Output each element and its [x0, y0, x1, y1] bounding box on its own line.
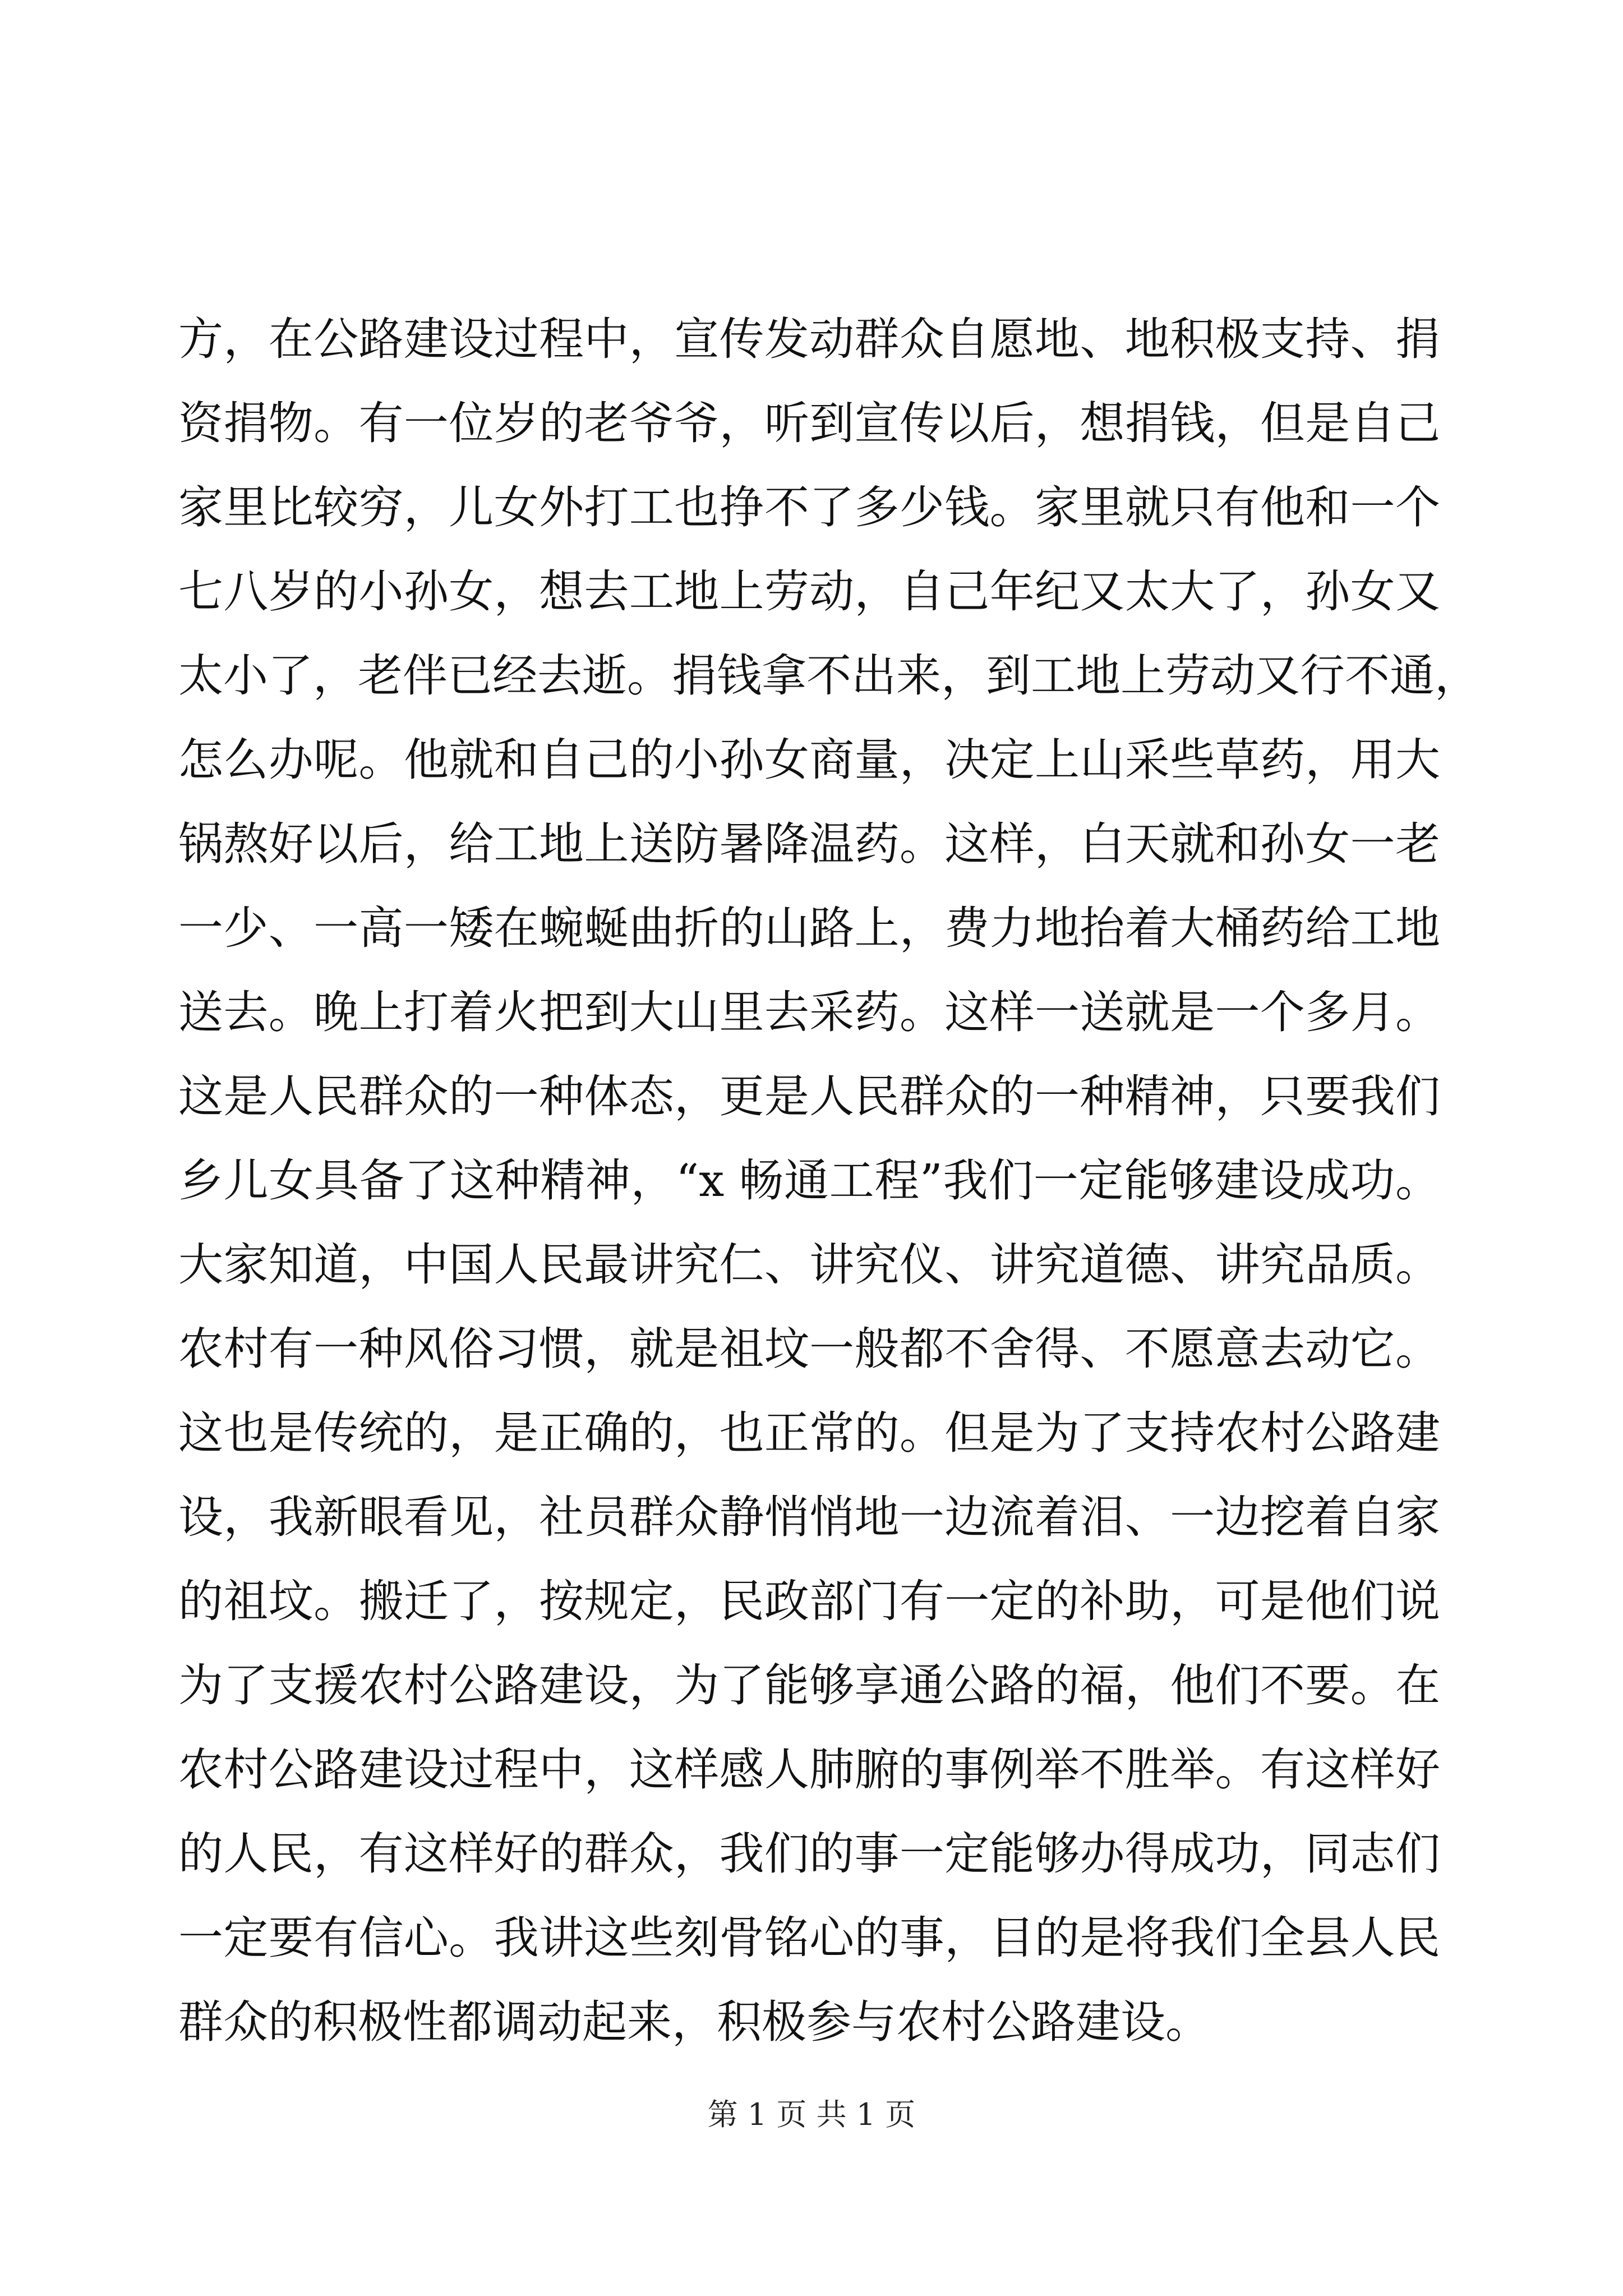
text-line: 大家知道，中国人民最讲究仁、讲究仪、讲究道德、讲究品质。 — [178, 1239, 1440, 1291]
text-line: 农村有一种风俗习惯，就是祖坟一般都不舍得、不愿意去动它。 — [178, 1323, 1440, 1375]
text-line: 资捐物。有一位岁的老爷爷，听到宣传以后，想捐钱，但是自己 — [178, 397, 1440, 449]
text-line: 的人民，有这样好的群众，我们的事一定能够办得成功，同志们 — [178, 1828, 1440, 1880]
text-line: 这也是传统的，是正确的，也正常的。但是为了支持农村公路建 — [178, 1407, 1440, 1459]
text-line: 送去。晚上打着火把到大山里去采药。这样一送就是一个多月。 — [178, 986, 1440, 1038]
page-number-label: 第 1 页 共 1 页 — [707, 2097, 916, 2132]
page-footer — [0, 2092, 1623, 2137]
text-line: 怎么办呢。他就和自己的小孙女商量，决定上山采些草药，用大 — [178, 734, 1440, 786]
text-line: 太小了，老伴已经去逝。捐钱拿不出来，到工地上劳动又行不通， — [178, 650, 1479, 702]
text-line: 方，在公路建设过程中，宣传发动群众自愿地、地积极支持、捐 — [178, 313, 1440, 365]
text-line: 一少、一高一矮在蜿蜒曲折的山路上，费力地抬着大桶药给工地 — [178, 902, 1440, 954]
text-line: 乡儿女具备了这种精神，“x 畅通工程”我们一定能够建设成功。 — [178, 1154, 1440, 1207]
text-line: 为了支援农村公路建设，为了能够享通公路的福，他们不要。在 — [178, 1659, 1440, 1711]
text-line: 一定要有信心。我讲这些刻骨铭心的事，目的是将我们全县人民 — [178, 1912, 1440, 1964]
text-line: 七八岁的小孙女，想去工地上劳动，自己年纪又太大了，孙女又 — [178, 565, 1440, 618]
text-line: 家里比较穷，儿女外打工也挣不了多少钱。家里就只有他和一个 — [178, 481, 1440, 533]
text-line: 锅熬好以后，给工地上送防暑降温药。这样，白天就和孙女一老 — [178, 818, 1440, 870]
text-line: 群众的积极性都调动起来，积极参与农村公路建设。 — [178, 1996, 1210, 2048]
text-line: 农村公路建设过程中，这样感人肺腑的事例举不胜举。有这样好 — [178, 1743, 1440, 1796]
body-text — [178, 297, 1479, 2064]
text-line: 设，我新眼看见，社员群众静悄悄地一边流着泪、一边挖着自家 — [178, 1491, 1440, 1543]
text-line: 这是人民群众的一种体态，更是人民群众的一种精神，只要我们 — [178, 1070, 1440, 1122]
text-line: 的祖坟。搬迁了，按规定，民政部门有一定的补助，可是他们说 — [178, 1575, 1440, 1627]
